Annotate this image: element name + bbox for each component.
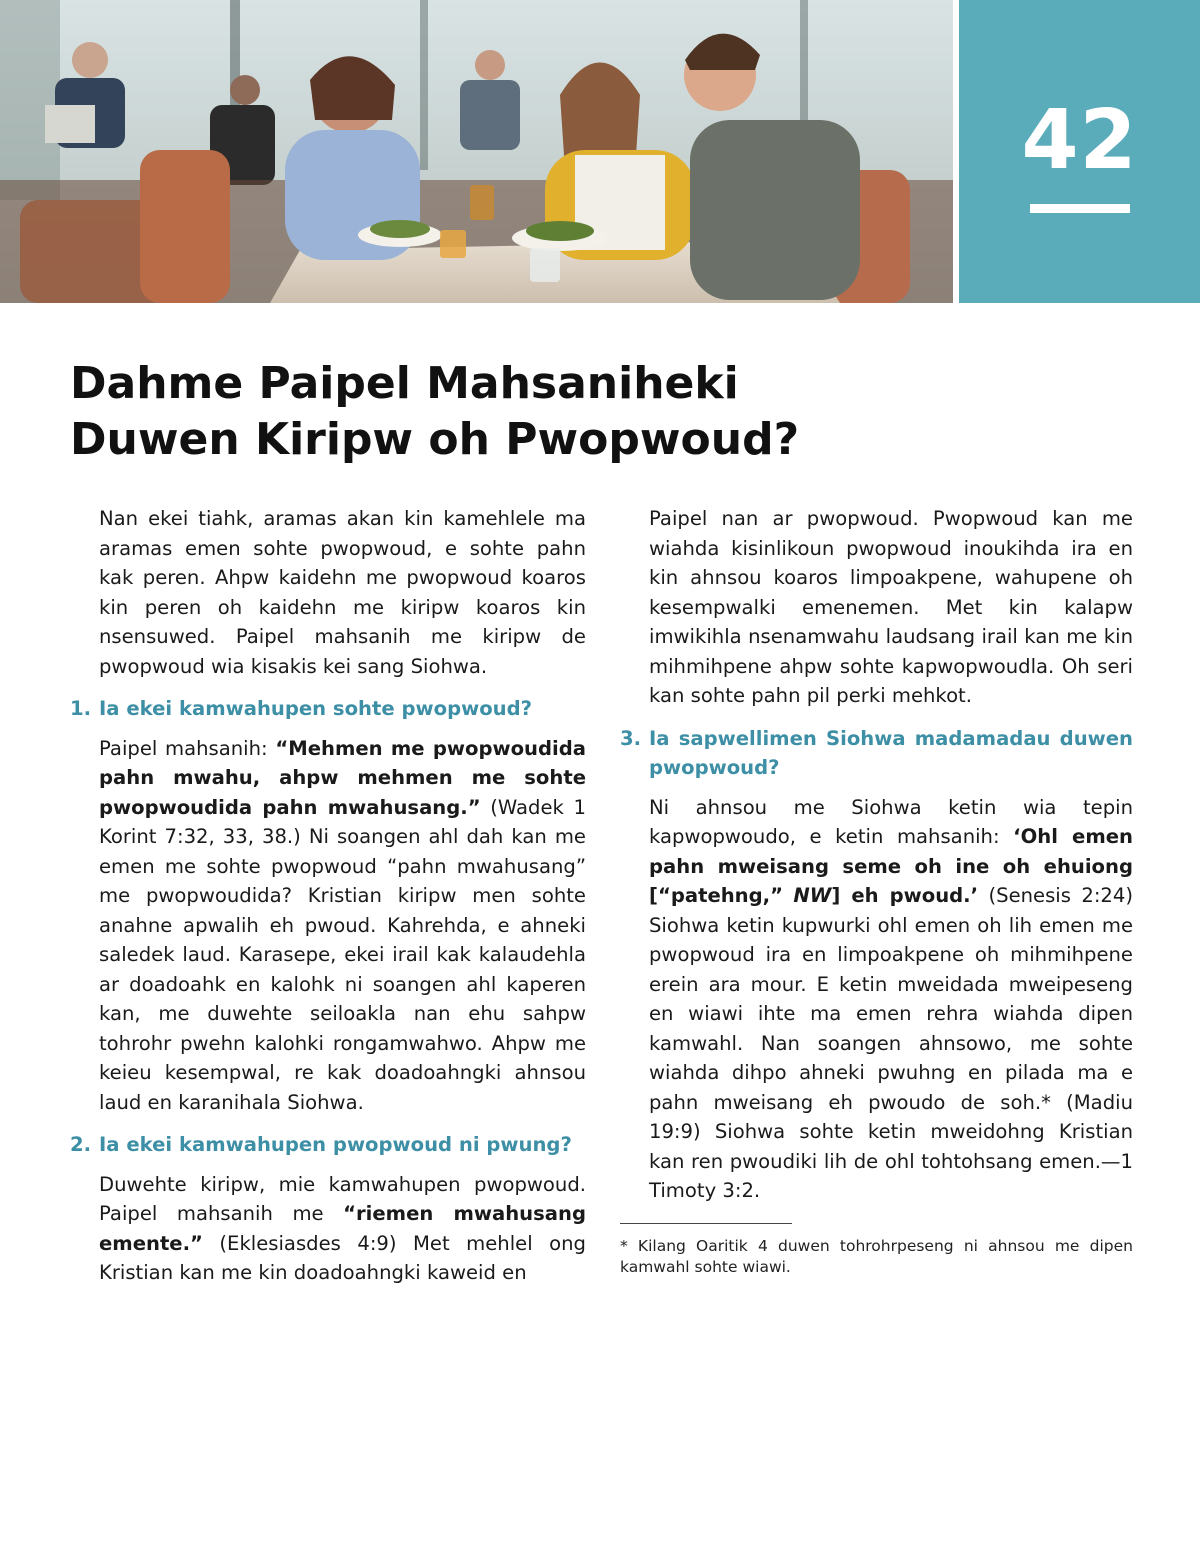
question-2-text: Ia ekei kamwahupen pwopwoud ni pwung? xyxy=(99,1133,572,1156)
footnote: * Kilang Oaritik 4 duwen tohrohrpeseng ni ahnsou me dipen kamwahl sohte wiawi. xyxy=(620,1236,1133,1276)
right-column xyxy=(620,504,1133,1278)
answer-3-scripture-quote-end: ] eh pwoud.’ xyxy=(831,884,979,907)
answer-2-body-part1: (Eklesiasdes 4:9) Met mehlel ong Kristian kan me kin doadoahngki kaweid en xyxy=(99,1231,586,1284)
answer-2-paragraph xyxy=(70,1170,586,1288)
answer-2-lead: Duwehte kiripw, mie kamwahupen pwopwoud. Paipel mahsanih me xyxy=(99,1172,586,1225)
question-1-heading xyxy=(70,694,586,724)
chapter-number-underline xyxy=(1030,204,1130,213)
left-column xyxy=(70,504,586,1288)
page-title xyxy=(70,356,799,468)
answer-3-body: (Senesis 2:24) Siohwa ketin kupwurki ohl emen oh lih emen me pwopwoud ira en limpoakpene oh mihmihpene erein ara mour. E ketin mweidada mweipeseng en wiawi ihte ma emen rehra wiahda dipen kamwahl. Nan soangen ahnsowo, me sohte wiahda dihpo ahneki pwuhng en pilada ma e pahn mweisang eh pwoudo de soh.* (Madiu 19:9) Siohwa sohte ketin mweidohng Kristian kan ren pwoudiki lih de ohl tohtohsang emen.—1 Timoty 3:2. xyxy=(649,884,1134,1202)
question-1-number: 1. xyxy=(70,697,92,720)
answer-3-paragraph xyxy=(620,793,1133,1206)
answer-3-scripture-quote: ‘Ohl emen pahn mweisang seme oh ine oh ehuiong [“patehng,” xyxy=(649,825,1134,907)
question-2-number: 2. xyxy=(70,1133,92,1156)
answer-3-lead: Ni ahnsou me Siohwa ketin wia tepin kapwopwoudo, e ketin mahsanih: xyxy=(649,795,1133,848)
question-3-text: Ia sapwellimen Siohwa madamadau duwen pwopwoud? xyxy=(649,726,1133,779)
answer-2-continued: Paipel nan ar pwopwoud. Pwopwoud kan me wiahda kisinlikoun pwopwoud inoukihda ira en kin ahnsou koaros limpoakpene, wahupene oh kesempwalki emenemen. Met kin kalapw imwikihla nsenamwahu laudsang irail kan me kin mihmihpene ahpw sohte kapwopwoudla. Oh seri kan sohte pahn pil perki mehkot. xyxy=(649,507,1133,707)
answer-1-paragraph xyxy=(70,734,586,1118)
question-2-heading xyxy=(70,1130,586,1160)
intro-paragraph: Nan ekei tiahk, aramas akan kin kamehlele ma aramas emen sohte pwopwoud, e sohte pahn kak peren. Ahpw kaidehn me pwopwoud koaros kin peren oh kaidehn me kiripw koaros kin nsensuwed. Paipel mahsanih me kiripw de pwopwoud wia kisakis kei sang Siohwa. xyxy=(99,507,586,678)
title-line-2: Duwen Kiripw oh Pwopwoud? xyxy=(70,414,800,465)
answer-1-lead: Paipel mahsanih: xyxy=(99,736,276,760)
question-3-heading xyxy=(620,724,1133,783)
chapter-number-box xyxy=(959,0,1200,303)
answer-1-body: (Wadek 1 Korint 7:32, 33, 38.) Ni soangen ahl dah kan me emen me sohte pwopwoud “pahn mwahusang” me pwopwoudida? Kristian kiripw men sohte anahne apwalih eh pwoud. Kahrehda, e ahneki saledek laud. Karasepe, ekei irail kak kalaudehla ar doadoahk en kalohk ni soangen ahl kaperen kan, me duwehte seiloakla nan ehu sahpw tohrohr pwehn kalohki rongamwahwo. Ahpw me keieu kesempwal, re kak doadoahngki ahnsou laud en karanihala Siohwa. xyxy=(99,795,586,1114)
question-1-text: Ia ekei kamwahupen sohte pwopwoud? xyxy=(99,697,532,720)
answer-3-nw-abbrev: NW xyxy=(793,884,832,907)
title-line-1: Dahme Paipel Mahsaniheki xyxy=(70,358,739,409)
answer-1-scripture-quote: “Mehmen me pwopwoudida pahn mwahu, ahpw mehmen me sohte pwopwoudida pahn mwahusang.” xyxy=(99,736,586,819)
question-3-number: 3. xyxy=(620,726,642,750)
answer-2-scripture-quote: “riemen mwahusang emente.” xyxy=(99,1202,586,1255)
footnote-divider xyxy=(620,1223,792,1224)
chapter-number: 42 xyxy=(1021,93,1138,188)
cafe-scene-illustration xyxy=(0,0,953,303)
hero-photo xyxy=(0,0,953,303)
